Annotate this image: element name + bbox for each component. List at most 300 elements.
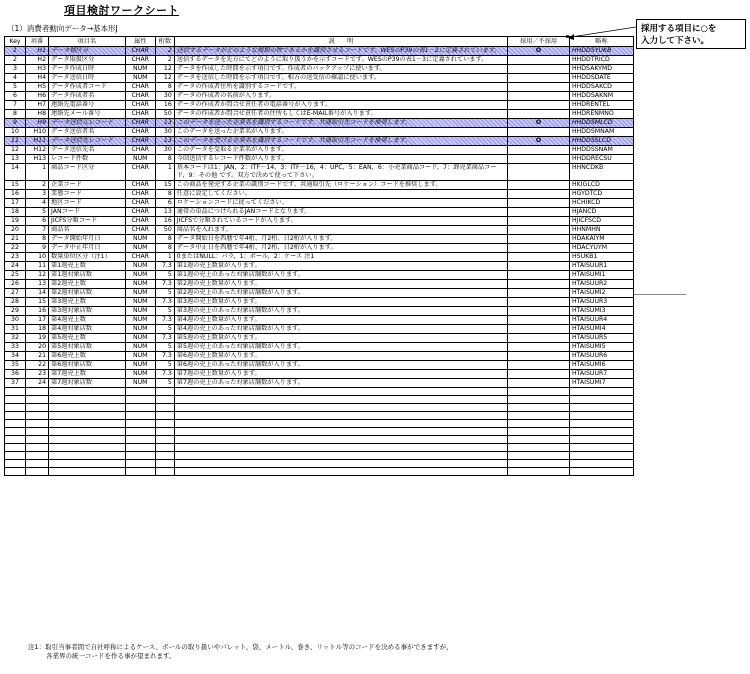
table-row [5,181,634,190]
cell-adopt[interactable] [508,110,570,119]
empty-cell [155,396,174,404]
cell-attr: CHAR [125,92,155,101]
cell-adopt[interactable] [508,65,570,74]
empty-cell[interactable] [508,404,570,412]
cell-abbr: HHDDSAKCD [569,83,633,92]
table-row [5,155,634,164]
empty-cell [155,460,174,468]
cell-adopt[interactable] [508,244,570,253]
cell-name: 第4週売上数 [49,316,126,325]
empty-cell [5,468,26,476]
cell-attr: NUM [125,280,155,289]
divider-line [634,294,686,295]
empty-cell[interactable] [508,460,570,468]
cell-abbr: HHDDSAKNM [569,92,633,101]
table-row [5,271,634,280]
cell-adopt[interactable] [508,379,570,388]
empty-cell [25,404,48,412]
cell-digits: 12 [155,65,174,74]
instruction-callout [636,19,746,49]
cell-adopt[interactable] [508,289,570,298]
empty-cell [49,404,126,412]
cell-key: 29 [5,307,26,316]
cell-attr: CHAR [125,190,155,199]
cell-name: 第1週売上数 [49,262,126,271]
cell-no: 1 [25,164,48,181]
cell-name: 地区コード [49,199,126,208]
cell-digits: 30 [155,128,174,137]
cell-adopt[interactable] [508,262,570,271]
cell-desc: 第3週の売上のあった対象店舗数が入ります。 [174,307,507,316]
empty-cell [569,404,633,412]
cell-abbr: HTAISUMI2 [569,289,633,298]
cell-abbr: HHNMHN [569,226,633,235]
table-row [5,83,634,92]
empty-cell [569,412,633,420]
cell-no: H5 [25,83,48,92]
cell-name: 商品名 [49,226,126,235]
cell-name: 第6週売上数 [49,352,126,361]
cell-key: 17 [5,199,26,208]
cell-digits: 12 [155,74,174,83]
cell-key: 33 [5,343,26,352]
empty-cell [49,468,126,476]
cell-abbr: HTAISUMI7 [569,379,633,388]
cell-no: H4 [25,74,48,83]
empty-cell [155,420,174,428]
table-row [5,379,634,388]
cell-key: 28 [5,298,26,307]
cell-attr: NUM [125,343,155,352]
cell-adopt[interactable] [508,83,570,92]
empty-row [5,452,634,460]
cell-adopt[interactable] [508,352,570,361]
cell-adopt[interactable] [508,253,570,262]
table-row [5,65,634,74]
empty-cell [125,444,155,452]
cell-digits: 7.3 [155,298,174,307]
cell-no: 17 [25,316,48,325]
table-row [5,137,634,146]
cell-attr: NUM [125,379,155,388]
table-row [5,307,634,316]
table-row [5,316,634,325]
cell-attr: NUM [125,289,155,298]
cell-digits: 5 [155,379,174,388]
table-row [5,119,634,128]
cell-attr: NUM [125,334,155,343]
cell-name: 連絡先メール番号 [49,110,126,119]
empty-cell [5,388,26,396]
empty-cell [5,420,26,428]
table-row [5,101,634,110]
footnote [28,643,453,661]
empty-cell[interactable] [508,388,570,396]
cell-name: JANコード [49,208,126,217]
empty-cell [25,436,48,444]
empty-row [5,404,634,412]
table-row [5,208,634,217]
cell-no: 23 [25,370,48,379]
cell-adopt[interactable] [508,181,570,190]
cell-desc: 今回送信するレコード件数が入ります。 [174,155,507,164]
cell-no: H1 [25,47,48,56]
cell-adopt[interactable] [508,370,570,379]
cell-desc: データの作成者の名前が入ります。 [174,92,507,101]
empty-cell [5,460,26,468]
cell-desc: データの作成者か問合せ責任者の住所もしくはE-MAIL番号が入ります。 [174,110,507,119]
table-row [5,226,634,235]
cell-adopt[interactable] [508,56,570,65]
cell-attr: NUM [125,370,155,379]
empty-cell [125,428,155,436]
cell-name: データ送信先名 [49,146,126,155]
cell-name: 第3週対象店数 [49,307,126,316]
cell-attr: NUM [125,325,155,334]
cell-adopt[interactable] [508,128,570,137]
empty-cell [569,452,633,460]
cell-key: 21 [5,235,26,244]
cell-key: 3 [5,65,26,74]
cell-no: 12 [25,271,48,280]
page-title: 項目検討ワークシート [64,4,179,17]
cell-key: 2 [5,56,26,65]
cell-key: 7 [5,101,26,110]
cell-key: 24 [5,262,26,271]
cell-digits: 7.3 [155,280,174,289]
empty-cell [5,396,26,404]
cell-digits: 13 [155,208,174,217]
cell-abbr: HSUKB1 [569,253,633,262]
cell-attr: CHAR [125,110,155,119]
table-row [5,325,634,334]
cell-attr: NUM [125,235,155,244]
cell-adopt[interactable] [508,361,570,370]
cell-key: 10 [5,128,26,137]
cell-no: 22 [25,361,48,370]
cell-key: 14 [5,164,26,181]
cell-key: 1 [5,47,26,56]
cell-attr: CHAR [125,199,155,208]
cell-name: 第5週売上数 [49,334,126,343]
cell-digits: 8 [155,83,174,92]
cell-attr: CHAR [125,128,155,137]
cell-abbr: HHDRENTEL [569,101,633,110]
empty-cell [25,468,48,476]
cell-no: H3 [25,65,48,74]
empty-cell[interactable] [508,436,570,444]
cell-no: 16 [25,307,48,316]
cell-desc: この商品を発売する企業の識別コードです。共通取引先（ロケーション）コードを推奨します。 [174,181,507,190]
empty-cell[interactable] [508,452,570,460]
cell-adopt[interactable] [508,199,570,208]
empty-cell [49,420,126,428]
cell-desc: このデータを受取る企業名が入ります。 [174,146,507,155]
empty-row [5,396,634,404]
cell-digits: 5 [155,343,174,352]
empty-cell[interactable] [508,420,570,428]
empty-cell [125,404,155,412]
cell-desc: このデータを受ける企業名を識別するコードです。共通取引先コードを推奨します。 [174,137,507,146]
cell-key: 15 [5,181,26,190]
cell-attr: NUM [125,155,155,164]
cell-key: 22 [5,244,26,253]
cell-attr: CHAR [125,253,155,262]
cell-digits: 1 [155,253,174,262]
cell-no: 20 [25,343,48,352]
cell-attr: NUM [125,307,155,316]
cell-digits: 6 [155,199,174,208]
cell-name: 商品コード区分 [49,164,126,181]
cell-name: データ種区分 [49,47,126,56]
cell-no: 2 [25,181,48,190]
cell-key: 12 [5,146,26,155]
table-row [5,343,634,352]
empty-cell [5,428,26,436]
cell-desc: 第7週の売上のあった対象店舗数が入ります。 [174,379,507,388]
cell-desc: 第1週の売上数量が入ります。 [174,262,507,271]
cell-name: データ開始年月日 [49,235,126,244]
cell-abbr: HTAISUUR6 [569,352,633,361]
cell-adopt[interactable] [508,146,570,155]
cell-digits: 50 [155,226,174,235]
cell-attr: NUM [125,298,155,307]
cell-name: データ中止年月日 [49,244,126,253]
cell-no: 18 [25,325,48,334]
col-attr-header: 属性 [125,37,155,47]
empty-cell [125,412,155,420]
cell-adopt[interactable] [508,343,570,352]
cell-name: データ送信先レコード [49,137,126,146]
cell-adopt[interactable] [508,316,570,325]
table-row [5,244,634,253]
empty-cell [25,420,48,428]
cell-no: 7 [25,226,48,235]
cell-digits: 5 [155,325,174,334]
cell-abbr: HHDDSYUKB [569,47,633,56]
cell-name: データ送信者名 [49,128,126,137]
empty-row [5,420,634,428]
table-row [5,235,634,244]
empty-cell [125,420,155,428]
cell-adopt[interactable] [508,235,570,244]
cell-no: 4 [25,199,48,208]
cell-name: データ作成者名 [49,92,126,101]
cell-desc: 送信するデータがどのような種類の物であるかを識別させるコードです。WESのP39の表1－2に定義されています。 [174,47,507,56]
cell-adopt[interactable] [508,226,570,235]
empty-cell [174,452,507,460]
cell-digits: 15 [155,181,174,190]
cell-key: 6 [5,92,26,101]
cell-adopt[interactable] [508,280,570,289]
empty-cell[interactable] [508,428,570,436]
cell-no: 9 [25,244,48,253]
cell-abbr: HJICFSCD [569,217,633,226]
cell-key: 35 [5,361,26,370]
table-row [5,253,634,262]
cell-attr: NUM [125,65,155,74]
cell-adopt[interactable] [508,307,570,316]
empty-cell [569,388,633,396]
cell-adopt[interactable] [508,101,570,110]
cell-no: H9 [25,119,48,128]
empty-row [5,468,634,476]
cell-digits: 5 [155,307,174,316]
cell-attr: NUM [125,271,155,280]
empty-cell [174,396,507,404]
cell-digits: 2 [155,47,174,56]
cell-digits: 16 [155,101,174,110]
empty-cell[interactable] [508,444,570,452]
cell-no: 3 [25,190,48,199]
table-row [5,74,634,83]
cell-name: 連絡先電話番号 [49,101,126,110]
cell-desc: 第7週の売上数量が入ります。 [174,370,507,379]
cell-attr: CHAR [125,181,155,190]
empty-cell [569,468,633,476]
cell-attr: NUM [125,316,155,325]
cell-name: レコード件数 [49,155,126,164]
cell-abbr: HDAKAIYM [569,235,633,244]
cell-attr: NUM [125,74,155,83]
cell-attr: CHAR [125,146,155,155]
cell-name: データ送信元レコード [49,119,126,128]
empty-cell [25,444,48,452]
empty-cell [569,420,633,428]
empty-cell [125,396,155,404]
cell-attr: CHAR [125,101,155,110]
empty-cell [174,460,507,468]
cell-attr: NUM [125,352,155,361]
cell-attr: NUM [125,262,155,271]
cell-name: データ作成者コード [49,83,126,92]
cell-adopt[interactable] [508,164,570,181]
cell-attr: CHAR [125,208,155,217]
empty-cell [569,444,633,452]
cell-key: 16 [5,190,26,199]
cell-adopt[interactable] [508,92,570,101]
cell-abbr: HHDDTRICD [569,56,633,65]
cell-desc: 通常の単品につけられるJANコードとなります。 [174,208,507,217]
cell-key: 13 [5,155,26,164]
cell-desc: データの作成者か問合せ責任者の電話番号が入ります。 [174,101,507,110]
cell-desc: 第4週の売上数量が入ります。 [174,316,507,325]
cell-digits: 50 [155,110,174,119]
cell-digits: 13 [155,137,174,146]
cell-key: 18 [5,208,26,217]
table-row [5,361,634,370]
cell-key: 23 [5,253,26,262]
cell-abbr: HTAISUUR3 [569,298,633,307]
cell-no: H2 [25,56,48,65]
cell-adopt[interactable]: O [508,119,570,128]
empty-cell [5,436,26,444]
cell-adopt[interactable] [508,74,570,83]
empty-cell [125,388,155,396]
cell-adopt[interactable] [508,298,570,307]
table-row [5,217,634,226]
empty-cell [569,428,633,436]
cell-digits: 7.3 [155,334,174,343]
cell-no: 10 [25,253,48,262]
cell-name: 第7週売上数 [49,370,126,379]
empty-cell [25,412,48,420]
cell-digits: 5 [155,361,174,370]
empty-cell[interactable] [508,468,570,476]
cell-digits: 5 [155,271,174,280]
col-no-header: 項番 [25,37,48,47]
col-digits-header: 桁数 [155,37,174,47]
cell-desc: 第4週の売上のあった対象店舗数が入ります。 [174,325,507,334]
cell-desc: 任意に設定してください。 [174,190,507,199]
cell-adopt[interactable] [508,325,570,334]
cell-key: 5 [5,83,26,92]
cell-desc: 第5週の売上のあった対象店舗数が入ります。 [174,343,507,352]
cell-abbr: HTAISUUR1 [569,262,633,271]
cell-name: 第2週対象店数 [49,289,126,298]
cell-adopt[interactable] [508,334,570,343]
empty-cell [25,452,48,460]
cell-digits: 7.3 [155,316,174,325]
cell-adopt[interactable]: O [508,47,570,56]
footnote-line-1: 注1：取引当事者間で自社呼称によるケース、ボールの取り扱いやパレット、袋、メートル、巻き、リットル等のコードを決める事ができますが、 [28,643,453,651]
table-row [5,128,634,137]
cell-adopt[interactable] [508,208,570,217]
cell-desc: 第5週の売上数量が入ります。 [174,334,507,343]
empty-cell [49,460,126,468]
table-row [5,262,634,271]
table-row [5,92,634,101]
cell-desc: JICFSで分類されているコードが入ります。 [174,217,507,226]
cell-digits: 7.3 [155,370,174,379]
cell-abbr: HHDDSSLCD [569,137,633,146]
empty-cell [155,388,174,396]
table-row [5,280,634,289]
empty-cell [49,436,126,444]
cell-adopt[interactable] [508,271,570,280]
cell-abbr: HHDDSSNAM [569,146,633,155]
empty-cell [25,428,48,436]
cell-digits: 2 [155,56,174,65]
empty-cell [25,396,48,404]
cell-desc: 0またはNULL：バラ，1：ボール，2：ケース 注1 [174,253,507,262]
cell-no: H6 [25,92,48,101]
cell-abbr: HTAISUUR4 [569,316,633,325]
cell-abbr: HKIGLCD [569,181,633,190]
cell-abbr: HTAISUUR7 [569,370,633,379]
cell-desc: ロケーションコードに従ってください。 [174,199,507,208]
cell-attr: CHAR [125,164,155,181]
cell-name: 数量単位区分（注1） [49,253,126,262]
cell-adopt[interactable] [508,217,570,226]
cell-adopt[interactable] [508,190,570,199]
cell-adopt[interactable] [508,155,570,164]
cell-no: 11 [25,262,48,271]
cell-adopt[interactable]: O [508,137,570,146]
empty-cell[interactable] [508,412,570,420]
cell-abbr: HTAISUUR2 [569,280,633,289]
empty-cell [5,404,26,412]
cell-no: 6 [25,217,48,226]
cell-digits: 1 [155,164,174,181]
empty-cell[interactable] [508,396,570,404]
cell-key: 27 [5,289,26,298]
cell-desc: データ開始日を西暦で年4桁、月2桁、日2桁が入ります。 [174,235,507,244]
empty-cell [155,452,174,460]
cell-key: 36 [5,370,26,379]
cell-abbr: HTAISUMI6 [569,361,633,370]
empty-cell [155,468,174,476]
